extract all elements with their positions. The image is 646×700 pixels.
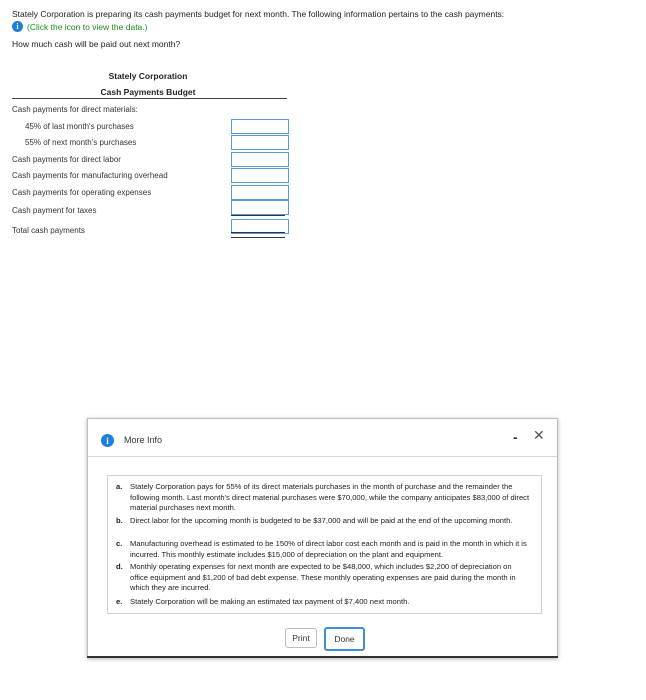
dialog-divider [88, 456, 557, 457]
direct-labor-input[interactable] [231, 152, 289, 167]
item-letter: a. [116, 482, 123, 491]
item-text: Direct labor for the upcoming month is budgeted to be $37,000 and will be paid at the end of the upcoming month. [130, 516, 513, 525]
taxes-underline [231, 215, 285, 216]
header-divider [12, 98, 287, 99]
row-label-last-month: 45% of last month's purchases [25, 122, 134, 131]
question-text: How much cash will be paid out next month? [12, 39, 181, 49]
data-hint[interactable] [12, 21, 147, 32]
info-content [107, 475, 542, 614]
item-letter: e. [116, 597, 123, 606]
item-text: Manufacturing overhead is estimated to be 150% of direct labor cost each month and is paid in the month in which it is incurred. This monthly estimate includes $15,000 of depreciation on the plant and equipment. [130, 539, 527, 559]
info-icon: i [101, 434, 114, 447]
row-label-manufacturing-overhead: Cash payments for manufacturing overhead [12, 171, 168, 180]
row-label-direct-materials: Cash payments for direct materials: [12, 105, 138, 114]
operating-expenses-input[interactable] [231, 185, 289, 200]
list-item [116, 516, 531, 527]
next-month-purchases-input[interactable] [231, 135, 289, 150]
manufacturing-overhead-input[interactable] [231, 168, 289, 183]
close-icon[interactable]: ✕ [533, 427, 545, 443]
print-button[interactable]: Print [285, 628, 317, 648]
done-button[interactable]: Done [324, 627, 365, 651]
item-letter: b. [116, 516, 123, 525]
item-letter: d. [116, 562, 123, 571]
row-label-direct-labor: Cash payments for direct labor [12, 155, 121, 164]
dialog-title: More Info [124, 435, 163, 445]
budget-title: Cash Payments Budget [100, 87, 196, 97]
dialog-bottom-edge [87, 656, 558, 658]
list-item [116, 562, 531, 594]
item-text: Monthly operating expenses for next month are expected to be $48,000, which includes $2,200 of depreciation on office equipment and $1,200 of bad debt expense. These monthly operating expenses are paid during the month in which they are incurred. [130, 562, 516, 592]
item-text: Stately Corporation pays for 55% of its direct materials purchases in the month of purchase and the remainder the following month. Last month's direct material purchases were $70,000, while the company anticipates $83,000 of direct material purchases next month. [130, 482, 530, 512]
row-label-taxes: Cash payment for taxes [12, 206, 97, 215]
row-label-operating-expenses: Cash payments for operating expenses [12, 188, 152, 197]
list-item [116, 597, 531, 608]
info-icon[interactable]: i [12, 21, 23, 32]
list-item [116, 482, 531, 514]
more-info-dialog [87, 418, 558, 658]
corp-name: Stately Corporation [108, 71, 188, 81]
list-item [116, 539, 531, 560]
row-label-next-month: 55% of next month's purchases [25, 138, 137, 147]
view-data-link[interactable]: (Click the icon to view the data.) [27, 21, 148, 32]
row-label-total: Total cash payments [12, 226, 85, 235]
last-month-purchases-input[interactable] [231, 119, 289, 134]
intro-text: Stately Corporation is preparing its cash payments budget for next month. The following information pertains to the cash payments: [12, 9, 505, 19]
total-double-underline [231, 232, 285, 238]
minimize-icon[interactable]: - [513, 429, 518, 445]
item-letter: c. [116, 539, 123, 548]
item-text: Stately Corporation will be making an estimated tax payment of $7,400 next month. [130, 597, 410, 606]
taxes-input[interactable] [231, 200, 289, 215]
